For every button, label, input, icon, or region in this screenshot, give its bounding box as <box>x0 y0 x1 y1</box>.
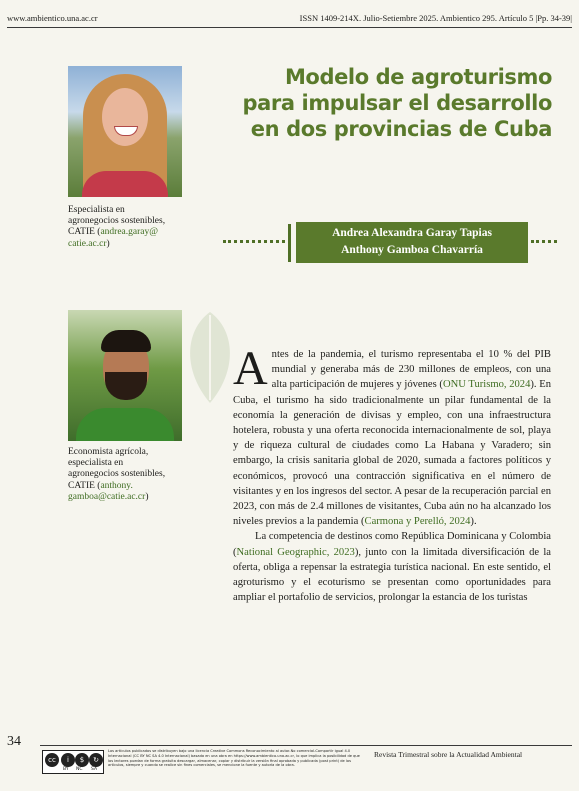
author1-email-link[interactable]: andrea.garay@ catie.ac.cr <box>68 227 158 249</box>
header-divider <box>7 27 572 28</box>
header-website: www.ambientico.una.ac.cr <box>7 13 98 23</box>
leaf-watermark-icon <box>180 310 240 405</box>
ref-national-geographic[interactable]: National Geographic, 2023 <box>236 546 355 558</box>
ref-onu-turismo[interactable]: ONU Turismo, 2024 <box>442 379 531 391</box>
paragraph-2: La competencia de destinos como República Dominicana y Colombia (National Geographic, 2023), junto con la limitada diversificación de la oferta, obliga a repensar la estrategia turística nacional. En este sentido, el agroturismo y el ecoturismo se presentan como oportunidades para ampliar el portafolio de servicios, prolongar la estancia de los turistas <box>233 531 551 604</box>
header-issn-info: ISSN 1409-214X. Julio-Setiembre 2025. Ambientico 295. Artículo 5 |Pp. 34-39| <box>299 13 572 23</box>
creative-commons-badge[interactable]: cc i $ ↻ BY NC SA <box>42 750 104 774</box>
ref-carmona-perello[interactable]: Carmona y Perelló, 2024 <box>364 516 471 528</box>
journal-name: Revista Trimestral sobre la Actualidad Ambiental <box>374 750 523 759</box>
cc-sa-icon: ↻ <box>89 753 103 767</box>
cc-by-icon: i <box>61 753 75 767</box>
article-body <box>233 342 552 605</box>
author2-caption: Economista agrícola, especialista en agronegocios sostenibles, CATIE (anthony. gamboa@catie.ac.cr) <box>68 447 166 502</box>
author2-email-link[interactable]: anthony. gamboa@catie.ac.cr <box>68 480 146 502</box>
cc-nc-icon: $ <box>75 753 89 767</box>
author-photo-gamboa <box>68 310 182 441</box>
drop-cap: A <box>233 342 268 395</box>
authors-accent-bar <box>288 224 291 262</box>
author-name-2: Anthony Gamboa Chavarría <box>341 244 483 256</box>
author-photo-garay <box>68 66 182 197</box>
dotted-divider-right <box>531 240 557 247</box>
authors-box <box>296 222 528 263</box>
author1-caption: Especialista en agronegocios sostenibles, CATIE (andrea.garay@ catie.ac.cr) <box>68 205 166 249</box>
dotted-divider-left <box>223 240 285 247</box>
author-name-1: Andrea Alexandra Garay Tapias <box>332 227 492 239</box>
footer-divider <box>40 745 572 746</box>
paragraph-1: Antes de la pandemia, el turismo representaba el 10 % del PIB mundial y generaba más de 230 millones de empleos, con una alta participación de mujeres y jóvenes (ONU Turismo, 2024). En Cuba, el turismo ha sido tradicionalmente un pilar fundamental de la economía la generación de divisas y empleo, con una infraestructura hotelera, robusta y una oferta reconocida internacionalmente de sol, playa y de riqueza cultural de ciudades como La Habana y Varadero; sin embargo, la crisis sanitaria global de 2020, sumada a factores políticos y económicos, provocó una contracción significativa en el número de visitantes y en los ingresos del sector. A pesar de la recuperación parcial en 2023, con más de 2.4 millones de visitantes, Cuba aún no ha alcanzado los niveles previos a la pandemia (Carmona y Perelló, 2024). <box>233 342 552 528</box>
cc-icon: cc <box>45 753 59 767</box>
article-title <box>222 64 552 142</box>
title-line-2: para impulsar el desarrollo <box>242 91 552 115</box>
license-text: Los artículos publicados se distribuyen bajo una licencia Creative Commons Reconocimiento al autor-No comercial-Compartir igual 4.0 Internacional (CC BY NC SA 4.0 Internacional) basada en una obra en https://www.ambientico.una.ac.cr, lo que implica la posibilidad de que los lectores puedan de forma gratuita descargar, almacenar, copiar y distribuir la versión final aprobada y publicada (post print) de los artículos, siempre y cuando se realice sin fines comerciales, se mencione la fuente y autoría de la obra. <box>108 749 360 768</box>
page-number: 34 <box>7 734 21 749</box>
title-line-3: en dos provincias de Cuba <box>250 117 552 141</box>
title-line-1: Modelo de agroturismo <box>284 65 552 89</box>
